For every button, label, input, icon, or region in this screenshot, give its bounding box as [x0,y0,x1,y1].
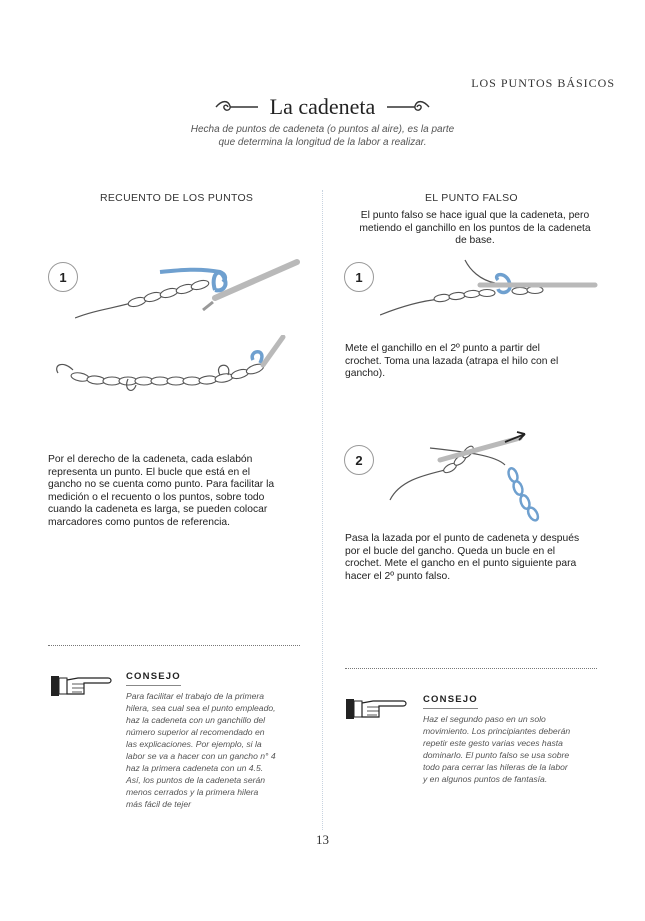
right-step-2-badge: 2 [344,445,374,475]
left-tip-separator [48,645,300,646]
title-row [0,92,645,122]
pointing-hand-icon [345,695,407,723]
right-column-heading: EL PUNTO FALSO [425,192,518,204]
left-tip-underline [126,685,181,686]
right-tip-text: Haz el segundo paso en un solo movimiento. Los principiantes deberán repetir este gesto varias veces hasta dominarlo. El punto falso se usa sobre todo para cerrar las hileras de la labor y en algunos puntos de fantasía. [423,714,571,784]
left-tip-label: CONSEJO [126,671,181,682]
section-header: LOS PUNTOS BÁSICOS [471,76,615,90]
left-tip-text: Para facilitar el trabajo de la primera hilera, sea cual sea el punto empleado, haz la cadeneta con un ganchillo del número superior al recomendado en las explicaciones. Por ejemplo, si la labor se va a hacer con un gancho n° 4 haz la primera cadeneta con un 4.5. Así, los puntos de la cadeneta serán menos cerrados y la primera hilera más fácil de tejer [126,691,276,809]
right-tip-separator [345,668,597,669]
page-title: La cadeneta [269,94,376,119]
pointing-hand-icon [50,672,112,700]
chain-hook-illustration [75,250,305,330]
page-number: 13 [316,832,329,847]
slip-stitch-step1-illustration [380,255,600,325]
right-tip-label: CONSEJO [423,694,478,705]
right-step-2-text: Pasa la lazada por el punto de cadeneta y después por el bucle del gancho. Queda un bucle en el crochet. Mete el gancho en el punto siguiente para hacer el 2º punto falso. [345,533,580,582]
left-paragraph: Por el derecho de la cadeneta, cada eslabón representa un punto. El bucle que está en el gancho no se cuenta como punto. Para facilitar la medición o el recuento o los puntos, sobre todo cuando la cadeneta es larga, se pueden colocar marcadores como puntos de referencia. [48,454,275,528]
right-intro: El punto falso se hace igual que la cadeneta, pero metiendo el ganchillo en los puntos de la cadeneta de base. [359,210,591,247]
slip-stitch-step2-illustration [385,430,565,530]
column-divider [322,190,323,830]
page-subtitle: Hecha de puntos de cadeneta (o puntos al aire), es la parte que determina la longitud de la labor a realizar. [190,124,455,148]
left-step-1-badge: 1 [48,262,78,292]
left-ornament-icon [214,98,260,116]
right-tip-underline [423,708,478,709]
right-step-1-badge: 1 [344,262,374,292]
chain-markers-illustration [48,335,298,415]
right-ornament-icon [385,98,431,116]
right-step-1-text: Mete el ganchillo en el 2º punto a partir del crochet. Toma una lazada (atrapa el hilo con el gancho). [345,343,559,380]
left-column-heading: RECUENTO DE LOS PUNTOS [100,192,254,204]
